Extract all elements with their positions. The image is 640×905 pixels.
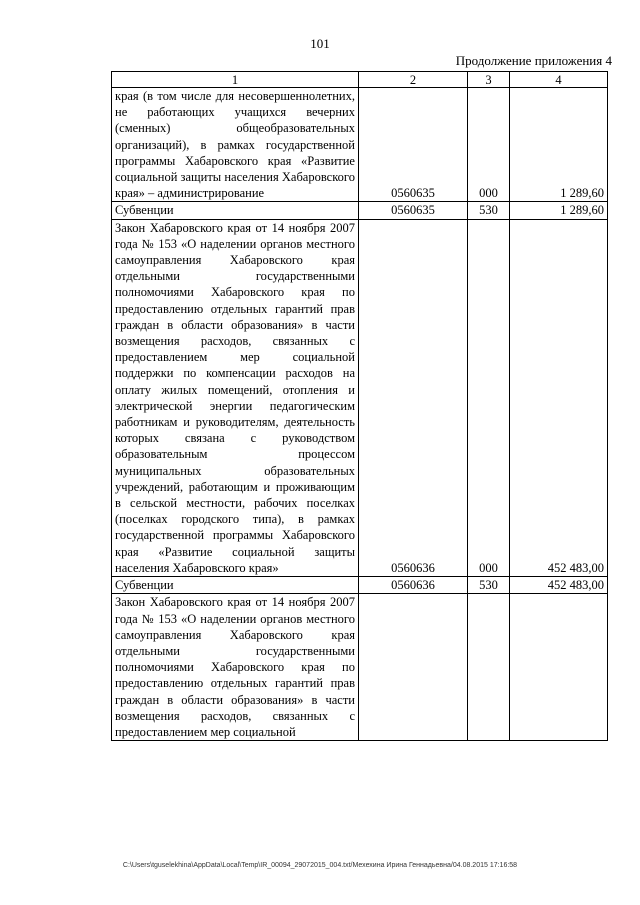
row-amount: 452 483,00 xyxy=(510,577,608,594)
column-header: 4 xyxy=(510,72,608,88)
table-row xyxy=(112,202,608,219)
row-type: 530 xyxy=(468,577,510,594)
table-row xyxy=(112,577,608,594)
row-amount xyxy=(510,594,608,741)
table-header-row xyxy=(112,72,608,88)
row-type: 000 xyxy=(468,219,510,576)
row-amount: 1 289,60 xyxy=(510,88,608,202)
column-header: 1 xyxy=(112,72,359,88)
column-header: 3 xyxy=(468,72,510,88)
row-type xyxy=(468,594,510,741)
row-amount: 1 289,60 xyxy=(510,202,608,219)
row-description: Субвенции xyxy=(112,202,359,219)
table-row xyxy=(112,219,608,576)
row-type: 530 xyxy=(468,202,510,219)
row-description: Закон Хабаровского края от 14 ноября 2007 года № 153 «О наделении органов местного самоуправления Хабаровского края отдельными государственными полномочиями Хабаровского края по предоставлению отдельных гарантий прав граждан в области образования» в части возмещения расходов, связанных с предоставлением мер социальной xyxy=(112,594,359,741)
budget-table xyxy=(111,71,608,741)
row-description: Закон Хабаровского края от 14 ноября 2007 года № 153 «О наделении органов местного самоуправления Хабаровского края отдельными государственными полномочиями Хабаровского края по предоставлению отдельных гарантий прав граждан в области образования» в части возмещения расходов, связанных с предоставлением мер социальной поддержки по компенсации расходов на оплату жилых помещений, отопления и электрической энергии педагогическим работникам и руководителям, деятельность которых связана с руководством образовательным процессом муниципальных образовательных учреждений, работающим и проживающим в сельской местности, рабочих поселках (поселках городского типа), в рамках государственной программы Хабаровского края «Развитие социальной защиты населения Хабаровского края» xyxy=(112,219,359,576)
column-header: 2 xyxy=(359,72,468,88)
table-row xyxy=(112,88,608,202)
row-code: 0560635 xyxy=(359,88,468,202)
footer-file-path: C:\Users\tguselekhina\AppData\Local\Temp\IR_00094_29072015_004.txt/Мехехина Ирина Геннадьевна/04.08.2015 17:16:58 xyxy=(122,862,518,869)
row-code: 0560636 xyxy=(359,577,468,594)
table-row xyxy=(112,594,608,741)
row-code: 0560635 xyxy=(359,202,468,219)
row-description: Субвенции xyxy=(112,577,359,594)
row-description: края (в том числе для несовершеннолетних, не работающих учащихся вечерних (сменных) общеобразовательных организаций), в рамках государственной программы Хабаровского края «Развитие социальной защиты населения Хабаровского края» – администрирование xyxy=(112,88,359,202)
continuation-note: Продолжение приложения 4 xyxy=(455,53,612,68)
row-type: 000 xyxy=(468,88,510,202)
row-code: 0560636 xyxy=(359,219,468,576)
row-amount: 452 483,00 xyxy=(510,219,608,576)
row-code xyxy=(359,594,468,741)
page-number: 101 xyxy=(310,36,330,51)
